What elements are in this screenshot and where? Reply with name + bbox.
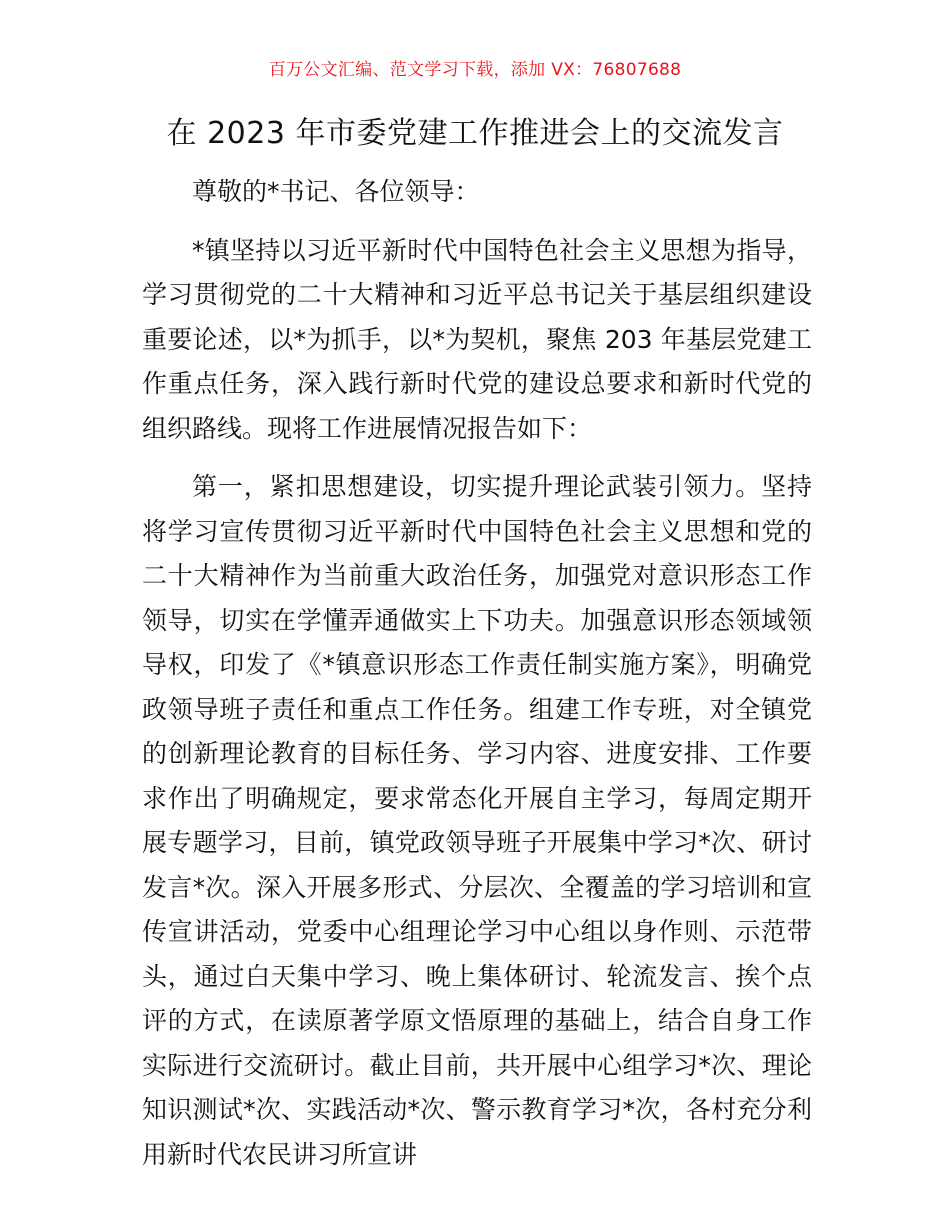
document-title: 在 2023 年市委党建工作推进会上的交流发言 [166, 116, 784, 151]
greeting: 尊敬的*书记、各位领导： [192, 177, 480, 206]
paragraph-intro: *镇坚持以习近平新时代中国特色社会主义思想为指导，学习贯彻党的二十大精神和习近平总书记关于基层组织建设重要论述，以*为抓手，以*为契机，聚焦 203 年基层党建工作重点任务，深入践行新时代党的建设总要求和新时代党的组织路线。现将工作进展情况报告如下： [142, 235, 812, 443]
document-body [142, 170, 812, 1177]
header-banner: 百万公文汇编、范文学习下载，添加 VX：76807688 [268, 60, 682, 80]
paragraph-first-point: 第一，紧扣思想建设，切实提升理论武装引领力。坚持将学习宣传贯彻习近平新时代中国特色社会主义思想和党的二十大精神作为当前重大政治任务，加强党对意识形态工作领导，切实在学懂弄通做实上下功夫。加强意识形态领域领导权，印发了《*镇意识形态工作责任制实施方案》，明确党政领导班子责任和重点工作任务。组建工作专班，对全镇党的创新理论教育的目标任务、学习内容、进度安排、工作要求作出了明确规定，要求常态化开展自主学习，每周定期开展专题学习，目前，镇党政领导班子开展集中学习*次、研讨发言*次。深入开展多形式、分层次、全覆盖的学习培训和宣传宣讲活动，党委中心组理论学习中心组以身作则、示范带头，通过白天集中学习、晚上集体研讨、轮流发言、挨个点评的方式，在读原著学原文悟原理的基础上，结合自身工作实际进行交流研讨。截止目前，共开展中心组学习*次、理论知识测试*次、实践活动*次、警示教育学习*次，各村充分利用新时代农民讲习所宣讲 [142, 472, 812, 1169]
